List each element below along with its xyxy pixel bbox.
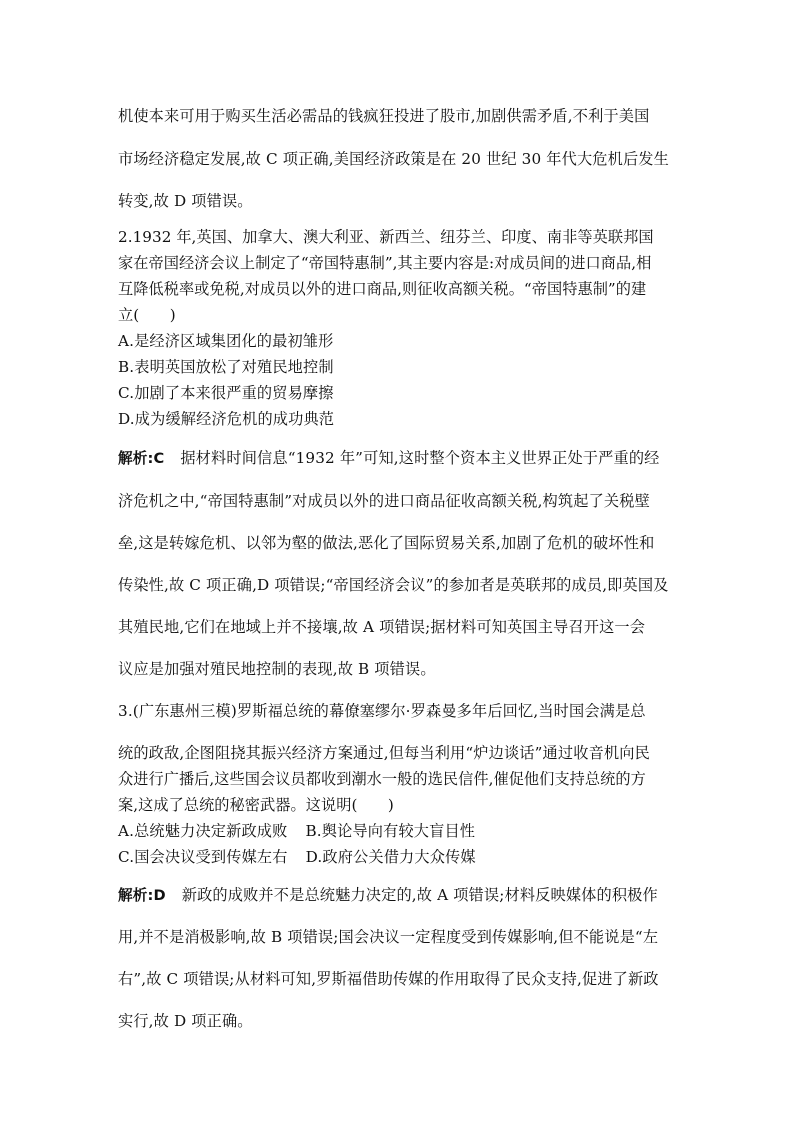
q3-options-row-1 (118, 821, 678, 841)
q3-option-d: D.政府公关借力大众传媒 (305, 848, 476, 866)
q1-analysis-line-2: 市场经济稳定发展,故 C 项正确,美国经济政策是在 20 世纪 30 年代大危机后发生 (118, 150, 669, 168)
q3-analysis-line-4: 实行,故 D 项正确。 (118, 1012, 253, 1030)
q2-stem-line-1: 2.1932 年,英国、加拿大、澳大利亚、新西兰、纽芬兰、印度、南非等英联邦国 (118, 228, 654, 246)
q2-option-c: C.加剧了本来很严重的贸易摩擦 (118, 384, 334, 402)
q2-analysis-line-1 (118, 448, 678, 469)
q2-analysis-line-2: 济危机之中,“帝国特惠制”对成员以外的进口商品征收高额关税,构筑起了关税壁 (118, 492, 650, 510)
q3-stem-line-1: 3.(广东惠州三模)罗斯福总统的幕僚塞缪尔·罗森曼多年后回忆,当时国会满是总 (118, 702, 646, 720)
q3-analysis-line-2: 用,并不是消极影响,故 B 项错误;国会决议一定程度受到传媒影响,但不能说是“左 (118, 928, 659, 946)
q3-analysis-line-3: 右”,故 C 项错误;从材料可知,罗斯福借助传媒的作用取得了民众支持,促进了新政 (118, 970, 659, 988)
q3-analysis-label: 解析:D (118, 887, 166, 904)
q2-analysis-line-3: 垒,这是转嫁危机、以邻为壑的做法,恶化了国际贸易关系,加剧了危机的破坏性和 (118, 534, 655, 552)
q3-analysis-line-1 (118, 885, 678, 906)
q2-stem-line-2: 家在帝国经济会议上制定了“帝国特惠制”,其主要内容是:对成员间的进口商品,相 (118, 254, 652, 272)
q2-stem-line-4: 立( ) (118, 306, 176, 324)
q3-analysis-text: 新政的成败并不是总统魅力决定的,故 A 项错误;材料反映媒体的积极作 (181, 886, 658, 904)
q3-option-c: C.国会决议受到传媒左右 (118, 848, 288, 866)
q2-analysis-line-5: 其殖民地,它们在地域上并不接壤,故 A 项错误;据材料可知英国主导召开这一会 (118, 618, 646, 636)
q3-stem-line-2: 统的政敌,企图阻挠其振兴经济方案通过,但每当利用“炉边谈话”通过收音机向民 (118, 744, 650, 762)
q2-analysis-label: 解析:C (118, 450, 165, 467)
q3-options-row-2 (118, 847, 678, 867)
q3-option-a: A.总统魅力决定新政成败 (118, 822, 288, 840)
q1-analysis-line-3: 转变,故 D 项错误。 (118, 192, 253, 210)
q2-option-a: A.是经济区域集团化的最初雏形 (118, 332, 334, 350)
q3-stem-line-3: 众进行广播后,这些国会议员都收到潮水一般的选民信件,催促他们支持总统的方 (118, 770, 646, 788)
q2-option-b: B.表明英国放松了对殖民地控制 (118, 358, 334, 376)
q2-analysis-line-6: 议应是加强对殖民地控制的表现,故 B 项错误。 (118, 660, 436, 678)
q2-stem-line-3: 互降低税率或免税,对成员以外的进口商品,则征收高额关税。“帝国特惠制”的建 (118, 280, 647, 298)
q1-analysis-line-1: 机使本来可用于购买生活必需品的钱疯狂投进了股市,加剧供需矛盾,不利于美国 (118, 107, 650, 125)
q2-analysis-text: 据材料时间信息“1932 年”可知,这时整个资本主义世界正处于严重的经 (180, 449, 660, 467)
q2-option-d: D.成为缓解经济危机的成功典范 (118, 410, 335, 428)
q3-option-b: B.舆论导向有较大盲目性 (305, 822, 476, 840)
q3-stem-line-4: 案,这成了总统的秘密武器。这说明( ) (118, 796, 394, 814)
q2-analysis-line-4: 传染性,故 C 项正确,D 项错误;“帝国经济会议”的参加者是英联邦的成员,即英国及 (118, 576, 669, 594)
